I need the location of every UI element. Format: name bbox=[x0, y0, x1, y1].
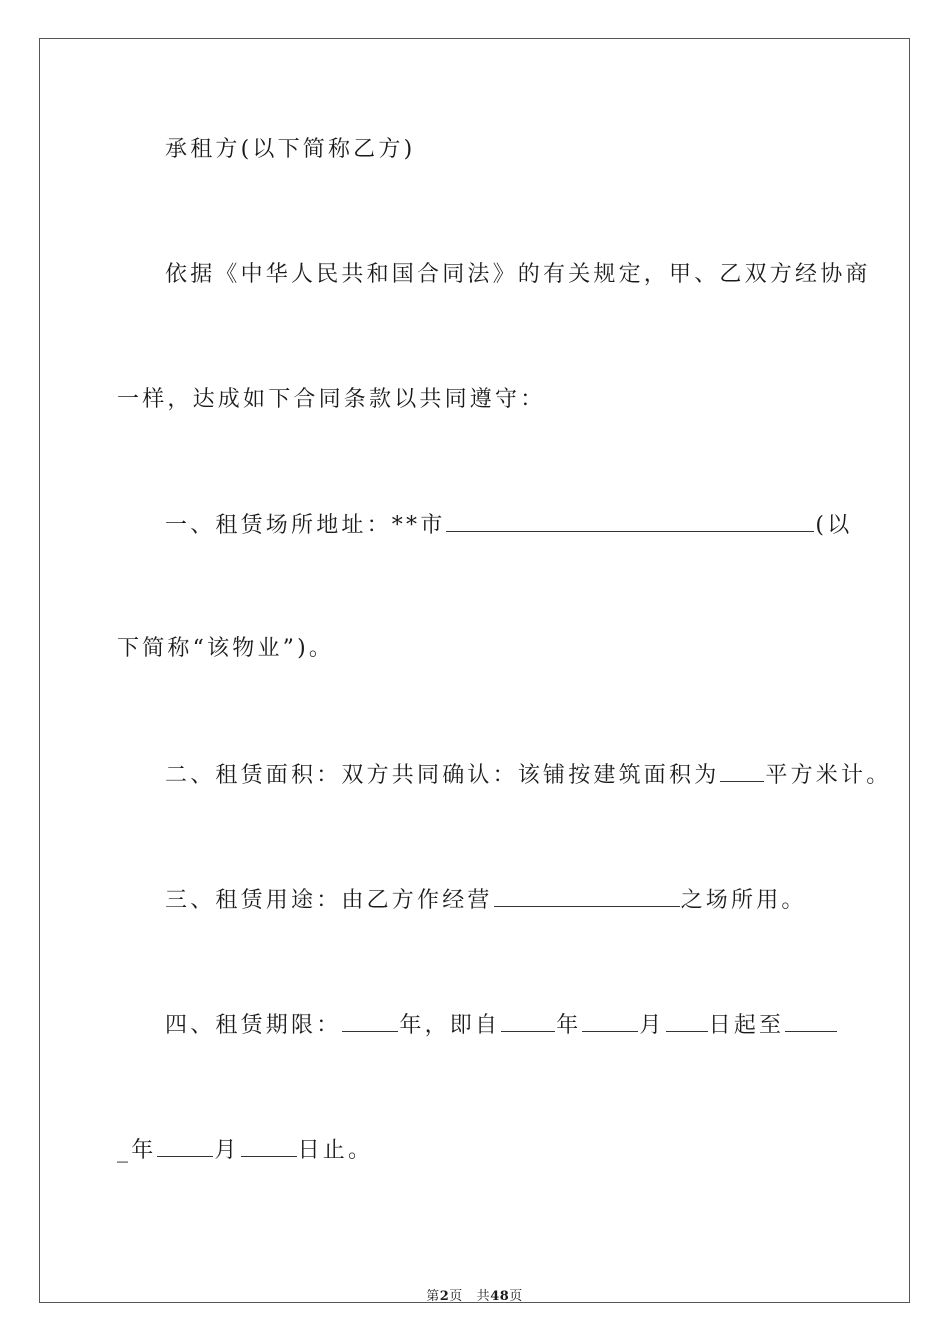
purpose-blank bbox=[494, 884, 680, 907]
clause-1-label: 一、租赁场所地址：**市 bbox=[165, 513, 446, 538]
clause-2-area bbox=[165, 759, 950, 791]
text-line-lessee bbox=[165, 135, 950, 165]
end-day-text: 日止。 bbox=[297, 1138, 374, 1163]
term-years-text: 年，即自 bbox=[399, 1013, 501, 1038]
agreement-text: 一样，达成如下合同条款以共同遵守： bbox=[117, 387, 546, 412]
term-years-blank bbox=[342, 1009, 398, 1032]
clause-1-continued bbox=[117, 634, 950, 664]
clause-3-purpose bbox=[165, 884, 950, 916]
clause-1-suffix: (以 bbox=[815, 513, 853, 538]
end-month-blank bbox=[157, 1134, 213, 1157]
area-blank bbox=[720, 759, 764, 782]
end-month-text: 月 bbox=[214, 1138, 240, 1163]
page-prefix: 第 bbox=[426, 1289, 440, 1304]
page-footer bbox=[40, 1285, 909, 1304]
end-day-blank bbox=[241, 1134, 297, 1157]
clause-4-term bbox=[165, 1009, 950, 1041]
page-number: 2 bbox=[439, 1289, 450, 1304]
clause-2-label: 二、租赁面积：双方共同确认：该铺按建筑面积为 bbox=[165, 763, 720, 788]
end-year-text: _年 bbox=[117, 1138, 157, 1163]
end-year-blank bbox=[785, 1009, 837, 1032]
start-year-blank bbox=[501, 1009, 555, 1032]
start-year-text: 年 bbox=[556, 1013, 582, 1038]
start-day-text: 日起至 bbox=[708, 1013, 785, 1038]
start-month-blank bbox=[582, 1009, 638, 1032]
basis-text: 依据《中华人民共和国合同法》的有关规定，甲、乙双方经协商 bbox=[165, 262, 871, 287]
page-suffix: 页 bbox=[449, 1289, 463, 1304]
text-line-basis bbox=[165, 260, 950, 290]
total-suffix: 页 bbox=[509, 1289, 523, 1304]
clause-1-continued-text: 下简称“该物业”)。 bbox=[117, 636, 335, 661]
clause-4-label: 四、租赁期限： bbox=[165, 1013, 342, 1038]
clause-3-label: 三、租赁用途：由乙方作经营 bbox=[165, 888, 493, 913]
clause-1-address bbox=[165, 509, 950, 541]
start-day-blank bbox=[666, 1009, 708, 1032]
page-frame bbox=[39, 38, 910, 1303]
clause-3-suffix: 之场所用。 bbox=[680, 888, 807, 913]
text-line-agreement bbox=[117, 385, 950, 415]
clause-2-suffix: 平方米计。 bbox=[765, 763, 892, 788]
start-month-text: 月 bbox=[639, 1013, 665, 1038]
total-pages: 48 bbox=[490, 1289, 510, 1304]
clause-4-continued bbox=[117, 1134, 950, 1166]
lessee-label: 承租方(以下简称乙方) bbox=[165, 137, 416, 162]
address-blank bbox=[446, 509, 814, 532]
total-prefix: 共 bbox=[476, 1289, 491, 1304]
